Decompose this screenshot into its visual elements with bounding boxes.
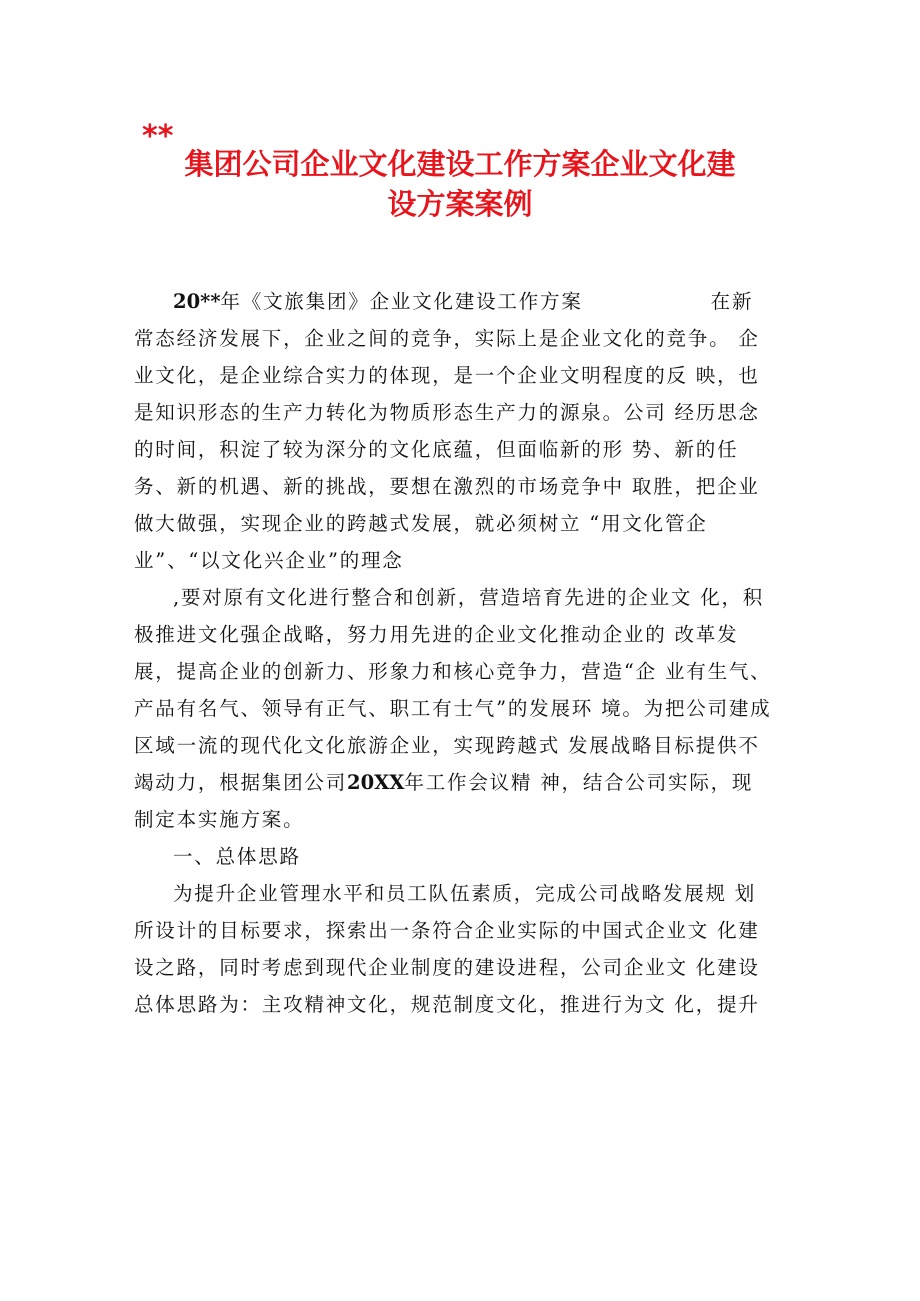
section-heading-overall-approach: 一、总体思路: [173, 845, 301, 868]
paragraph-intro: [134, 283, 774, 579]
document-title: [130, 119, 790, 224]
document-body: [134, 283, 774, 1023]
measures-year: 20XX: [347, 771, 405, 794]
title-line-1: 集团公司企业文化建设工作方案企业文化建: [184, 147, 736, 181]
intro-lead: 年《文旅集团》企业文化建设工作方案: [220, 290, 583, 313]
paragraph-overall-approach: 为提升企业管理水平和员工队伍素质，完成公司战略发展规 划所设计的目标要求，探索出一条符合企业实际的中国式企业文 化建设之路，同时考虑到现代企业制度的建设进程，公司企业文 化建设总体思路为：主攻精神文化，规范制度文化，推进行为文 化，提升: [134, 882, 760, 1016]
title-mark: **: [142, 119, 174, 154]
intro-text: 在新常态经济发展下，企业之间的竞争，实际上是企业文化的竞争。 企业文化，是企业综合实力的体现，是一个企业文明程度的反 映，也是知识形态的生产力转化为物质形态生产力的源泉。公司 经历思念的时间，积淀了较为深分的文化底蕴，但面临新的形 势、新的任务、新的机遇、新的挑战，要想在激烈的市场竞争中 取胜，把企业做大做强，实现企业的跨越式发展，就必须树立 “用文化管企业”、“以文化兴企业”的理念: [134, 290, 760, 572]
measures-text-b: 年工作会议精 神，结合公司实际，现制定本实施方案。: [134, 771, 754, 831]
intro-year: 20**: [173, 290, 221, 313]
paragraph-measures: [134, 579, 774, 838]
title-line-2: 设方案案例: [387, 187, 533, 221]
measures-text-a: ,要对原有文化进行整合和创新，营造培育先进的企业文 化，积极推进文化强企战略，努力用先进的企业文化推动企业的 改革发展，提高企业的创新力、形象力和核心竞争力，营造“企 业有生气、产品有名气、领导有正气、职工有士气”的发展环 境。为把公司建成区域一流的现代化文化旅游企业，实现跨越式 发展战略目标提供不竭动力，根据集团公司: [134, 586, 772, 794]
